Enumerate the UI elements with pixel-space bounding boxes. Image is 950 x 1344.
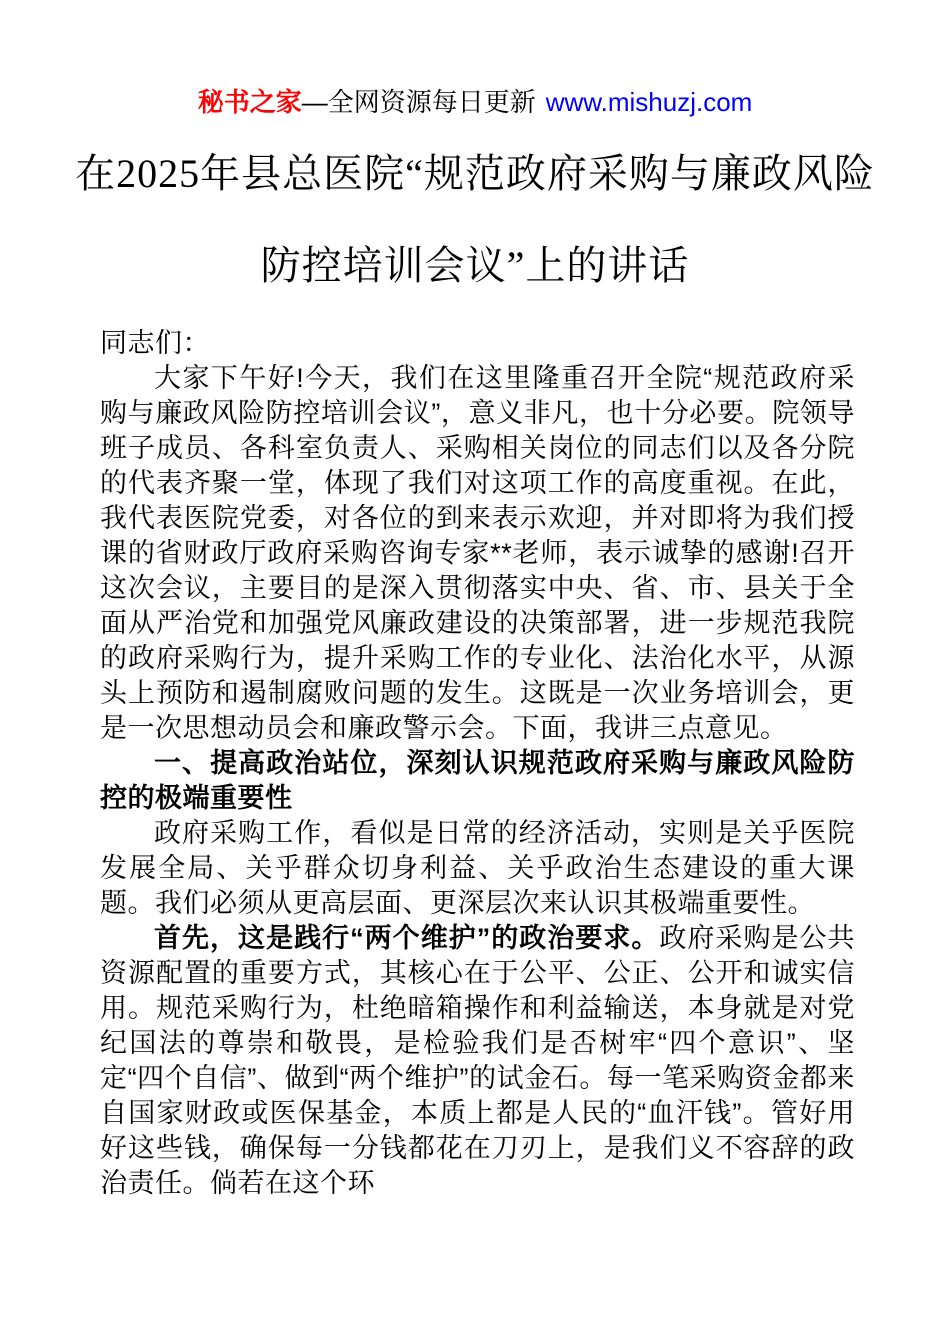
- site-banner: [0, 0, 950, 118]
- paragraph-first-point-rest: 政府采购是公共资源配置的重要方式，其核心在于公平、公正、公开和诚实信用。规范采购行为，杜绝暗箱操作和利益输送，本身就是对党纪国法的尊崇和敬畏，是检验我们是否树牢“四个意识”、坚定“四个自信”、做到“两个维护”的试金石。每一笔采购资金都来自国家财政或医保基金，本质上都是人民的“血汗钱”。管好用好这些钱，确保每一分钱都花在刀刃上，是我们义不容辞的政治责任。倘若在这个环: [100, 923, 856, 1198]
- site-tagline: —全网资源每日更新: [301, 87, 536, 117]
- paragraph-first-point: [100, 921, 855, 1201]
- site-url-link[interactable]: www.mishuzj.com: [545, 87, 753, 117]
- document-body: [100, 326, 855, 1201]
- document-title-line-2: 防控培训会议”上的讲话: [260, 243, 690, 288]
- section1-heading: 一、提高政治站位，深刻认识规范政府采购与廉政风险防控的极端重要性: [100, 748, 855, 813]
- paragraph-significance: 政府采购工作，看似是日常的经济活动，实则是关乎医院发展全局、关乎群众切身利益、关乎政治生态建设的重大课题。我们必须从更高层面、更深层次来认识其极端重要性。: [100, 818, 855, 918]
- site-name: 秘书之家: [197, 87, 302, 117]
- document-title-line-1: 在2025年县总医院“规范政府采购与廉政风险: [75, 151, 875, 196]
- document-title: [0, 128, 950, 312]
- paragraph-first-point-lead: 首先，这是践行“两个维护”的政治要求。: [154, 923, 660, 953]
- paragraph-opening: 大家下午好!今天，我们在这里隆重召开全院“规范政府采购与廉政风险防控培训会议”，意义非凡，也十分必要。院领导班子成员、各科室负责人、采购相关岗位的同志们以及各分院的代表齐聚一堂，体现了我们对这项工作的高度重视。在此，我代表医院党委，对各位的到来表示欢迎，并对即将为我们授课的省财政厅政府采购咨询专家**老师，表示诚挚的感谢!召开这次会议，主要目的是深入贯彻落实中央、省、市、县关于全面从严治党和加强党风廉政建设的决策部署，进一步规范我院的政府采购行为，提升采购工作的专业化、法治化水平，从源头上预防和遏制腐败问题的发生。这既是一次业务培训会，更是一次思想动员会和廉政警示会。下面，我讲三点意见。: [100, 363, 855, 743]
- salutation: 同志们：: [100, 328, 210, 358]
